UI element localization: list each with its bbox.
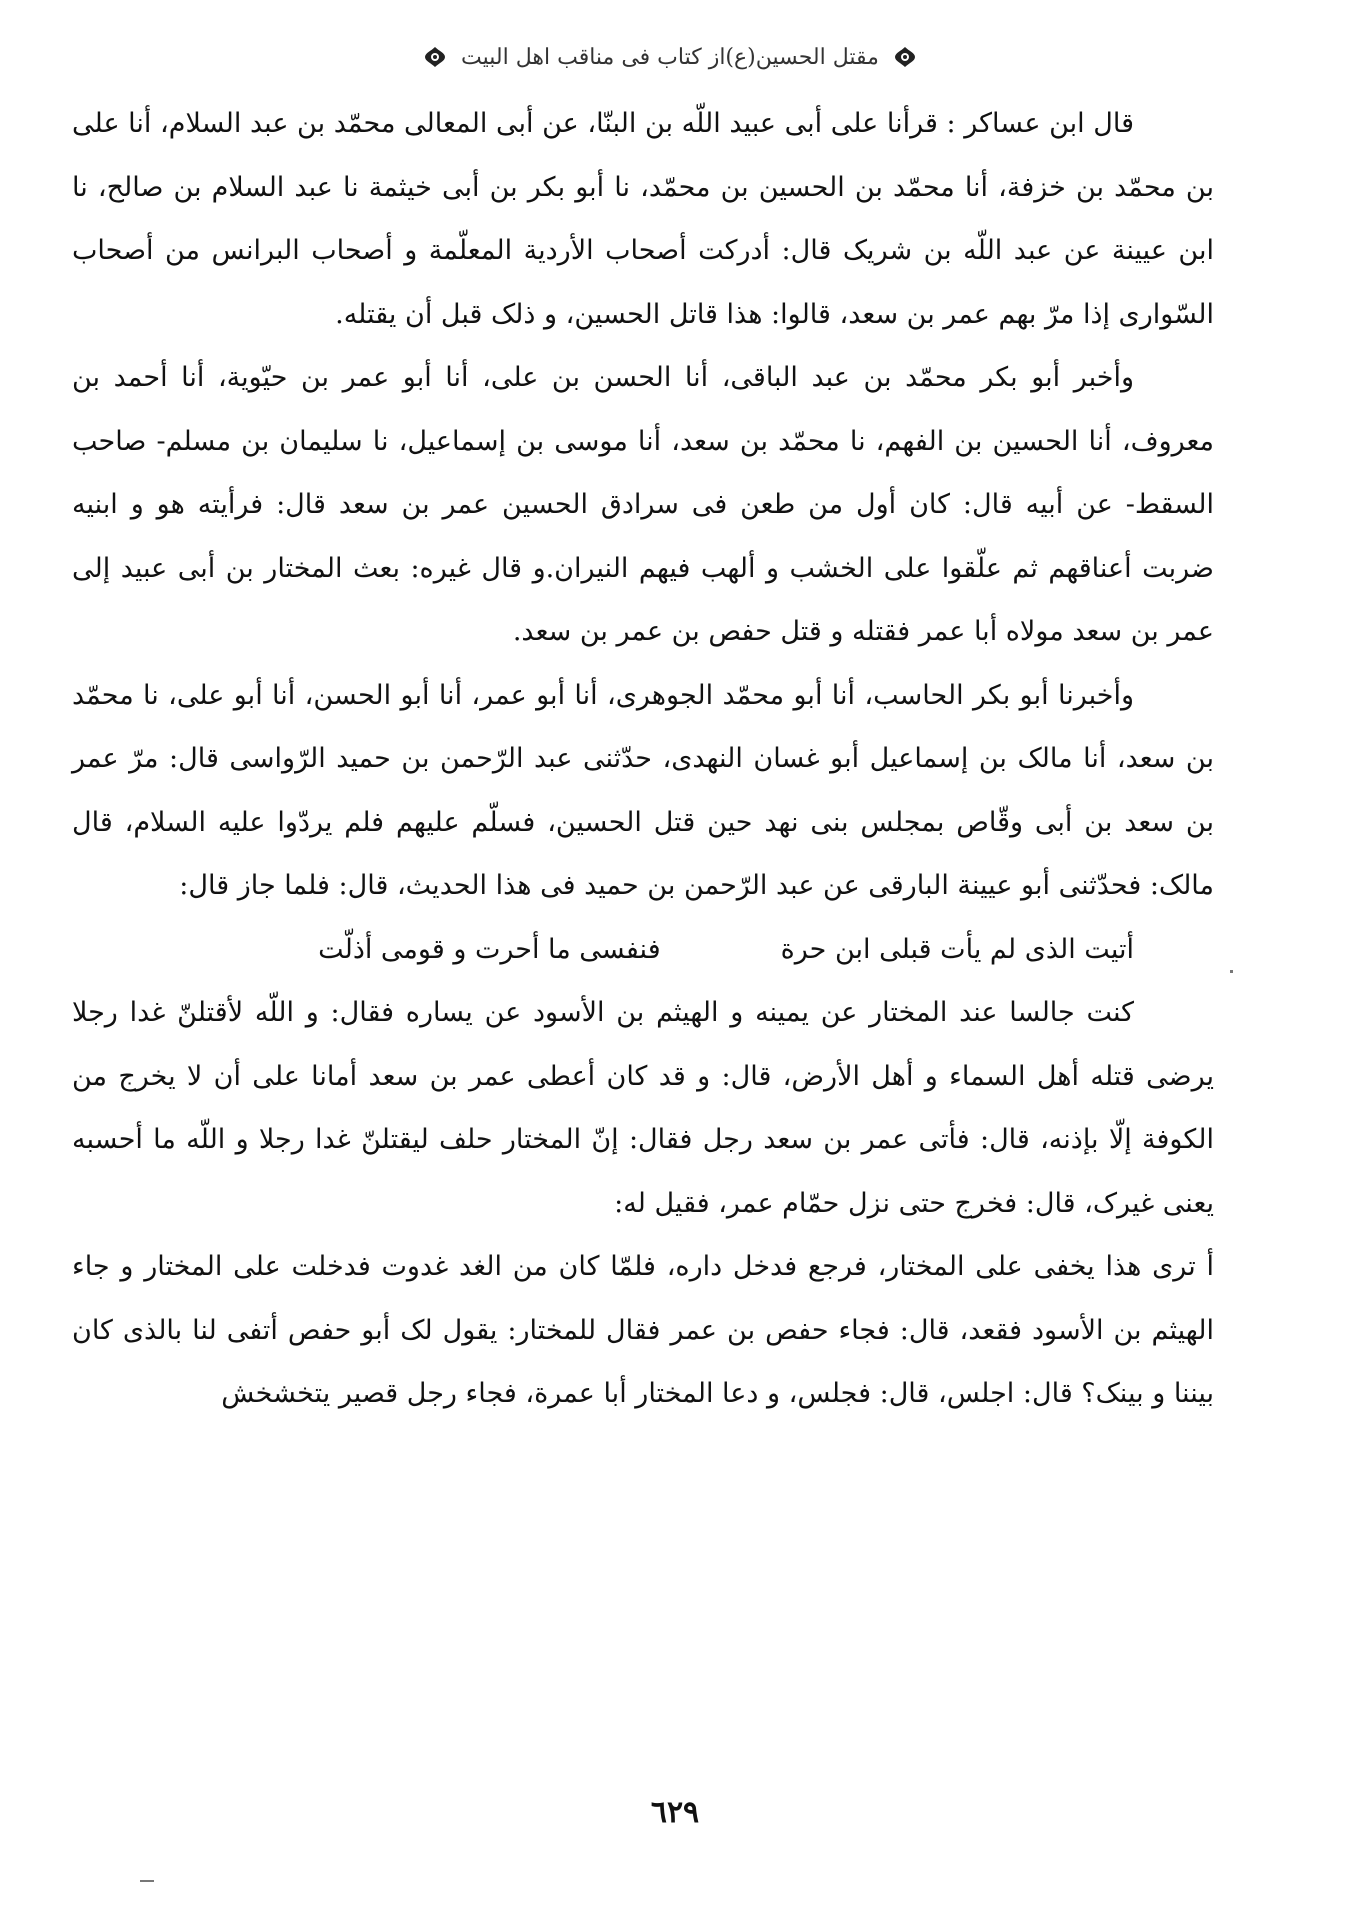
- ornament-icon: [893, 45, 917, 69]
- scan-speck: [1230, 970, 1233, 973]
- poem-verse: [72, 918, 1214, 982]
- paragraph-4: كنت جالسا عند المختار عن يمينه و الهيثم بن الأسود عن يساره فقال: و اللّه لأقتلنّ غدا رجلا يرضى قتله أهل السماء و أهل الأرض، قال: و قد كان أعطى عمر بن سعد أمانا على أن لا يخرج من الكوفة إلّا بإذنه، قال: فأتى عمر بن سعد رجل فقال: إنّ المختار حلف ليقتلنّ غدا رجلا و اللّه ما أحسبه يعنى غيرک، قال: فخرج حتى نزل حمّام عمر، فقيل له:: [72, 997, 1214, 1219]
- ornament-icon: [423, 45, 447, 69]
- verse-first-hemistich: أتيت الذى لم يأت قبلى ابن حرة: [780, 933, 1134, 965]
- verse-second-hemistich: فنفسى ما أحرت و قومى أذلّت: [318, 933, 661, 965]
- running-header: [430, 40, 910, 74]
- page-number: ٦٢٩: [650, 1795, 700, 1830]
- paragraph-1: قال ابن عساكر : قرأنا على أبى عبيد اللّه بن البنّا، عن أبى المعالى محمّد بن عبد السلام، أنا على بن محمّد بن خزفة، أنا محمّد بن الحسين بن محمّد، نا أبو بكر بن أبى خيثمة نا عبد السلام بن صالح، نا ابن عيينة عن عبد اللّه بن شريک قال: أدركت أصحاب الأردية المعلّمة و أصحاب البرانس من أصحاب السّوارى إذا مرّ بهم عمر بن سعد، قالوا: هذا قاتل الحسين، و ذلک قبل أن يقتله.: [72, 108, 1214, 330]
- body-text: [72, 92, 1214, 1426]
- paragraph-3: وأخبرنا أبو بكر الحاسب، أنا أبو محمّد الجوهرى، أنا أبو عمر، أنا أبو الحسن، أنا أبو على، نا محمّد بن سعد، أنا مالک بن إسماعيل أبو غسان النهدى، حدّثنى عبد الرّحمن بن حميد الرّواسى قال: مرّ عمر بن سعد بن أبى وقّاص بمجلس بنى نهد حين قتل الحسين، فسلّم عليهم فلم يردّوا عليه السلام، قال مالک: فحدّثنى أبو عيينة البارقى عن عبد الرّحمن بن حميد فى هذا الحديث، قال: فلما جاز قال:: [72, 679, 1214, 901]
- scan-speck: [140, 1880, 154, 1882]
- header-title: مقتل الحسين(ع)از كتاب فى مناقب اهل البيت: [461, 44, 879, 70]
- paragraph-2: وأخبر أبو بكر محمّد بن عبد الباقى، أنا الحسن بن على، أنا أبو عمر بن حيّوية، أنا أحمد بن معروف، أنا الحسين بن الفهم، نا محمّد بن سعد، أنا موسى بن إسماعيل، نا سليمان بن مسلم- صاحب السقط- عن أبيه قال: كان أول من طعن فى سرادق الحسين عمر بن سعد قال: فرأيته هو و ابنيه ضربت أعناقهم ثم علّقوا على الخشب و ألهب فيهم النيران.و قال غيره: بعث المختار بن أبى عبيد إلى عمر بن سعد مولاه أبا عمر فقتله و قتل حفص بن عمر بن سعد.: [72, 362, 1214, 647]
- paragraph-5: أ ترى هذا يخفى على المختار، فرجع فدخل داره، فلمّا كان من الغد غدوت فدخلت على المختار و جاء الهيثم بن الأسود فقعد، قال: فجاء حفص بن عمر فقال للمختار: يقول لک أبو حفص أتفى لنا بالذى كان بيننا و بينک؟ قال: اجلس، قال: فجلس، و دعا المختار أبا عمرة، فجاء رجل قصير يتخشخش: [72, 1251, 1214, 1409]
